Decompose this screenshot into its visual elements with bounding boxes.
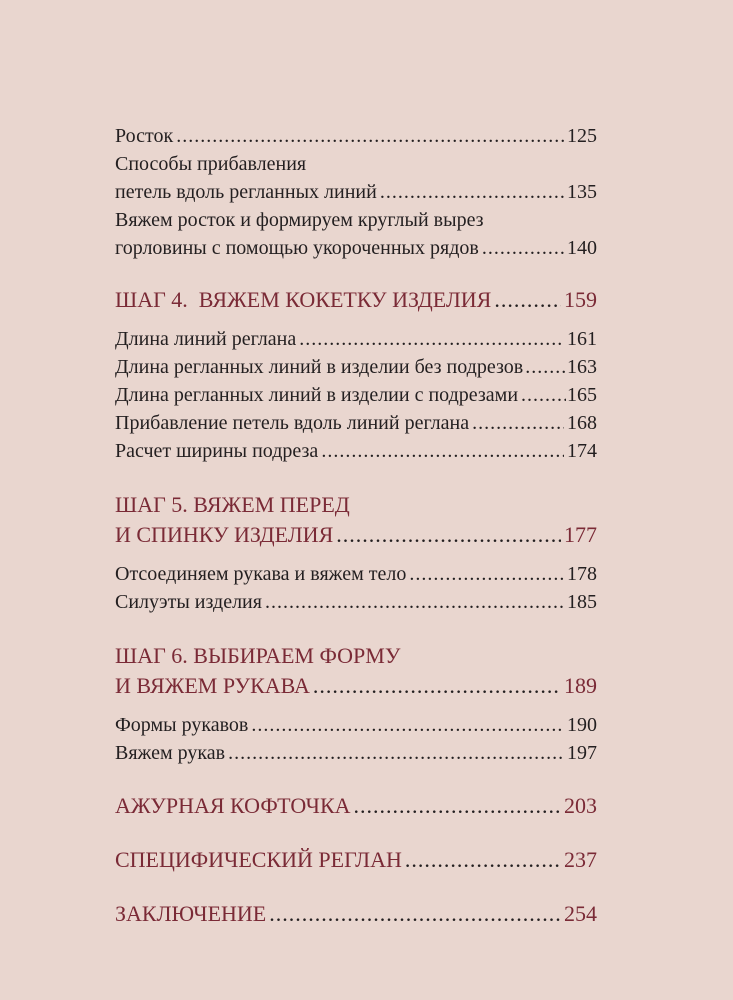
toc-entry[interactable] — [115, 381, 597, 409]
dot-leader — [313, 671, 561, 701]
dot-leader — [336, 520, 561, 550]
dot-leader — [525, 353, 565, 381]
entry-title: Расчет ширины подреза — [115, 440, 319, 462]
dot-leader — [228, 739, 564, 767]
page-number: 165 — [567, 384, 597, 406]
page-number: 161 — [567, 328, 597, 350]
step4-entries — [115, 325, 597, 465]
dot-leader — [409, 560, 564, 588]
step5-entries — [115, 560, 597, 616]
toc-heading-step4[interactable] — [115, 285, 597, 315]
toc-heading-specific-raglan[interactable] — [115, 845, 597, 875]
page-number: 125 — [567, 125, 597, 147]
heading-title: И ВЯЖЕМ РУКАВА — [115, 673, 310, 698]
dot-leader — [405, 845, 561, 875]
page-number: 190 — [567, 714, 597, 736]
entry-title: Длина регланных линий в изделии без подрезов — [115, 356, 524, 378]
dot-leader — [321, 437, 564, 465]
toc-entry[interactable] — [115, 437, 597, 465]
page-number: 163 — [567, 356, 597, 378]
toc-entry[interactable] — [115, 353, 597, 381]
page-number: 168 — [567, 412, 597, 434]
entry-title: Отсоединяем рукава и вяжем тело — [115, 563, 407, 585]
dot-leader — [482, 234, 564, 262]
dot-leader — [269, 899, 561, 929]
entry-title: Силуэты изделия — [115, 591, 262, 613]
heading-title: ШАГ 4. ВЯЖЕМ КОКЕТКУ ИЗДЕЛИЯ — [115, 287, 492, 312]
toc-entry[interactable] — [115, 711, 597, 739]
heading-title: СПЕЦИФИЧЕСКИЙ РЕГЛАН — [115, 847, 402, 872]
table-of-contents — [115, 122, 597, 929]
page-number: 197 — [567, 742, 597, 764]
entry-title: Формы рукавов — [115, 714, 249, 736]
dot-leader — [265, 588, 564, 616]
entry-title: Вяжем рукав — [115, 742, 226, 764]
entry-title: Росток — [115, 125, 174, 147]
heading-title: ЗАКЛЮЧЕНИЕ — [115, 901, 267, 926]
toc-entry[interactable] — [115, 739, 597, 767]
page-number: 174 — [567, 440, 597, 462]
toc-entry-round-neckline[interactable] — [115, 206, 597, 262]
dot-leader — [494, 285, 561, 315]
heading-title-line1: ШАГ 6. ВЫБИРАЕМ ФОРМУ — [115, 643, 401, 668]
entry-title-line1: Вяжем росток и формируем круглый вырез — [115, 209, 484, 231]
toc-heading-step6[interactable] — [115, 641, 597, 701]
toc-heading-step5[interactable] — [115, 490, 597, 550]
toc-heading-conclusion[interactable] — [115, 899, 597, 929]
entry-title: Длина регланных линий в изделии с подрезами — [115, 384, 519, 406]
page-number: 178 — [567, 563, 597, 585]
toc-entry-rostok[interactable] — [115, 122, 597, 150]
heading-title: АЖУРНАЯ КОФТОЧКА — [115, 793, 351, 818]
toc-entry[interactable] — [115, 325, 597, 353]
dot-leader — [251, 711, 564, 739]
heading-title-line1: ШАГ 5. ВЯЖЕМ ПЕРЕД — [115, 492, 350, 517]
dot-leader — [354, 791, 561, 821]
dot-leader — [380, 178, 564, 206]
page-number: 254 — [564, 901, 597, 926]
dot-leader — [299, 325, 564, 353]
step6-entries — [115, 711, 597, 767]
dot-leader — [472, 409, 564, 437]
entry-title-line1: Способы прибавления — [115, 153, 307, 175]
entry-title: Прибавление петель вдоль линий реглана — [115, 412, 470, 434]
page-number: 159 — [564, 287, 597, 312]
page-number: 203 — [564, 793, 597, 818]
page-number: 135 — [567, 181, 597, 203]
page-number: 185 — [567, 591, 597, 613]
dot-leader — [176, 122, 564, 150]
toc-entry[interactable] — [115, 560, 597, 588]
toc-entry-increase-methods[interactable] — [115, 150, 597, 206]
entry-title: горловины с помощью укороченных рядов — [115, 237, 479, 259]
dot-leader — [521, 381, 566, 409]
page-number: 237 — [564, 847, 597, 872]
page-number: 189 — [564, 673, 597, 698]
entry-title: Длина линий реглана — [115, 328, 297, 350]
toc-entry[interactable] — [115, 409, 597, 437]
heading-title: И СПИНКУ ИЗДЕЛИЯ — [115, 522, 334, 547]
entry-title: петель вдоль регланных линий — [115, 181, 377, 203]
toc-heading-ajour[interactable] — [115, 791, 597, 821]
toc-entry[interactable] — [115, 588, 597, 616]
page-number: 140 — [567, 237, 597, 259]
page-number: 177 — [564, 522, 597, 547]
